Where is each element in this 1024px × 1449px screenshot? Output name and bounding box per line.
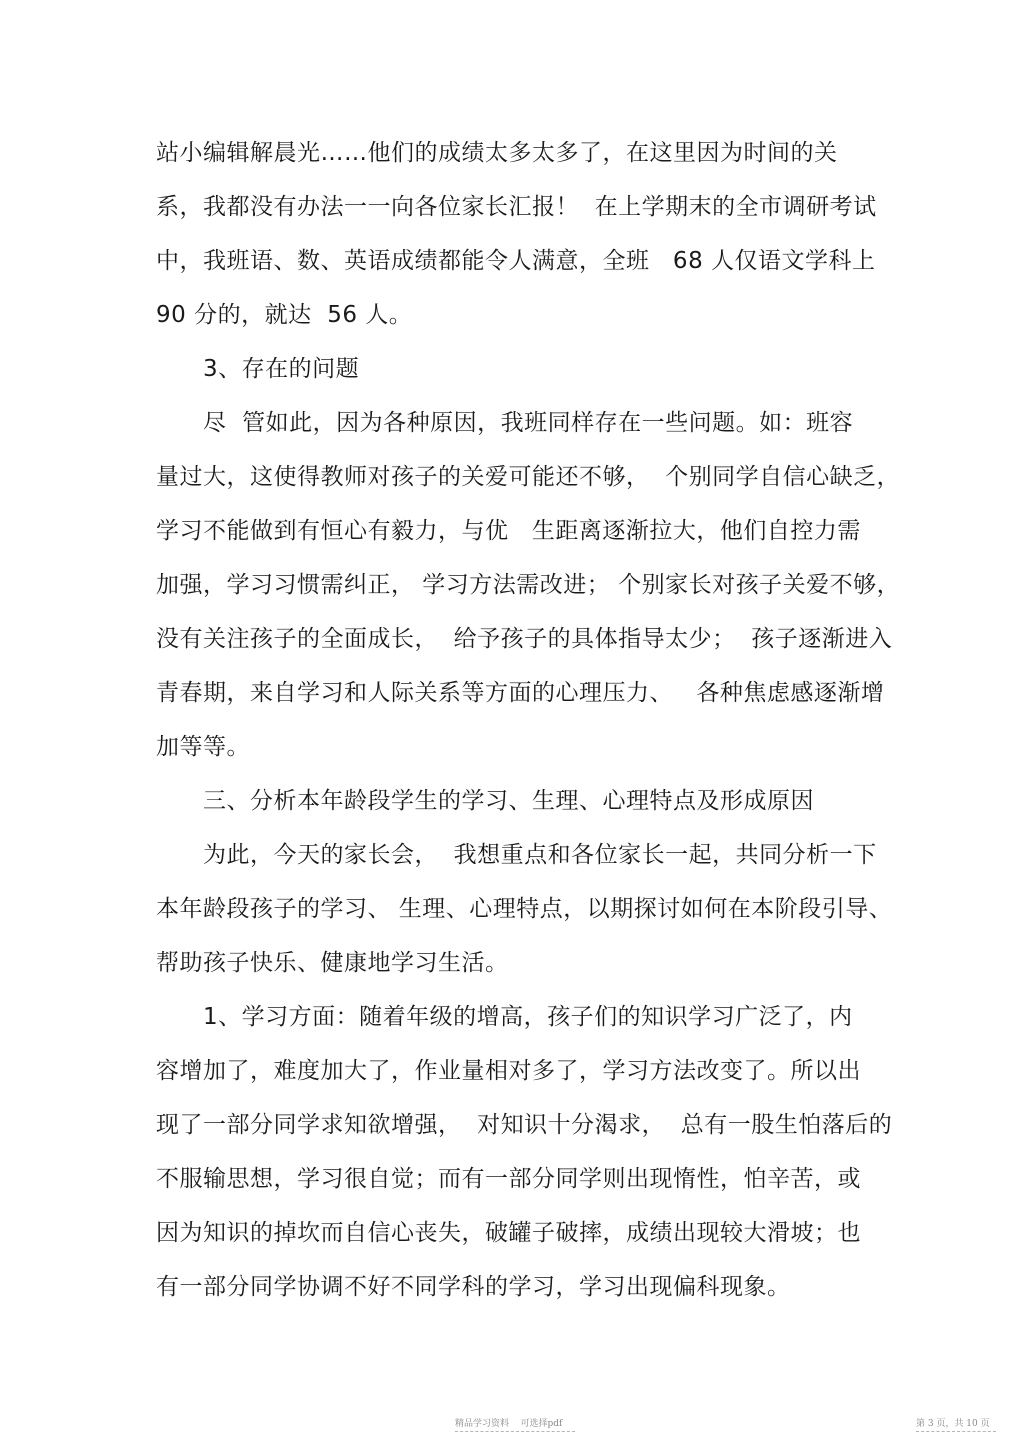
paragraph-line: 本年龄段孩子的学习、 生理、心理特点，以期探讨如何在本阶段引导、 <box>156 896 893 922</box>
paragraph-line: 系，我都没有办法一一向各位家长汇报！ 在上学期末的全市调研考试 <box>156 194 877 220</box>
paragraph-line: 站小编辑解晨光……他们的成绩太多太多了，在这里因为时间的关 <box>156 140 838 166</box>
paragraph-line: 青春期，来自学习和人际关系等方面的心理压力、 各种焦虑感逐渐增 <box>156 680 885 706</box>
paragraph-line: 1、学习方面：随着年级的增高，孩子们的知识学习广泛了，内 <box>203 1004 853 1030</box>
paragraph-line: 量过大，这使得教师对孩子的关爱可能还不够， 个别同学自信心缺乏， <box>156 464 901 490</box>
section-heading: 3、存在的问题 <box>203 356 360 382</box>
paragraph-line: 学习不能做到有恒心有毅力，与优 生距离逐渐拉大，他们自控力需 <box>156 518 861 544</box>
paragraph-line: 没有关注孩子的全面成长， 给予孩子的具体指导太少； 孩子逐渐进入 <box>156 626 893 652</box>
paragraph-line: 不服输思想，学习很自觉；而有一部分同学则出现惰性，怕辛苦，或 <box>156 1166 861 1192</box>
paragraph-line: 现了一部分同学求知欲增强， 对知识十分渴求， 总有一股生怕落后的 <box>156 1112 893 1138</box>
paragraph-line: 90 分的，就达 56 人。 <box>156 302 413 328</box>
page-number: 第 3 页，共 10 页 <box>916 1419 990 1429</box>
paragraph-line: 因为知识的掉坎而自信心丧失，破罐子破摔，成绩出现较大滑坡；也 <box>156 1220 861 1246</box>
paragraph-line: 加强，学习习惯需纠正， 学习方法需改进； 个别家长对孩子关爱不够， <box>156 572 901 598</box>
paragraph-line: 容增加了，难度加大了，作业量相对多了，学习方法改变了。所以出 <box>156 1058 861 1084</box>
footer-watermark-text: 精品学习资料 可选择pdf <box>455 1419 563 1429</box>
section-heading: 三、分析本年龄段学生的学习、生理、心理特点及形成原因 <box>203 788 814 814</box>
paragraph-line: 尽 管如此，因为各种原因，我班同样存在一些问题。如：班容 <box>203 410 854 436</box>
paragraph-line: 帮助孩子快乐、健康地学习生活。 <box>156 950 509 976</box>
paragraph-line: 为此，今天的家长会， 我想重点和各位家长一起，共同分析一下 <box>203 842 877 868</box>
paragraph-line: 加等等。 <box>156 734 250 760</box>
footer-divider-right <box>916 1431 996 1432</box>
footer-divider <box>455 1431 575 1432</box>
paragraph-line: 中，我班语、数、英语成绩都能令人满意，全班 68 人仅语文学科上 <box>156 248 876 274</box>
paragraph-line: 有一部分同学协调不好不同学科的学习，学习出现偏科现象。 <box>156 1274 791 1300</box>
